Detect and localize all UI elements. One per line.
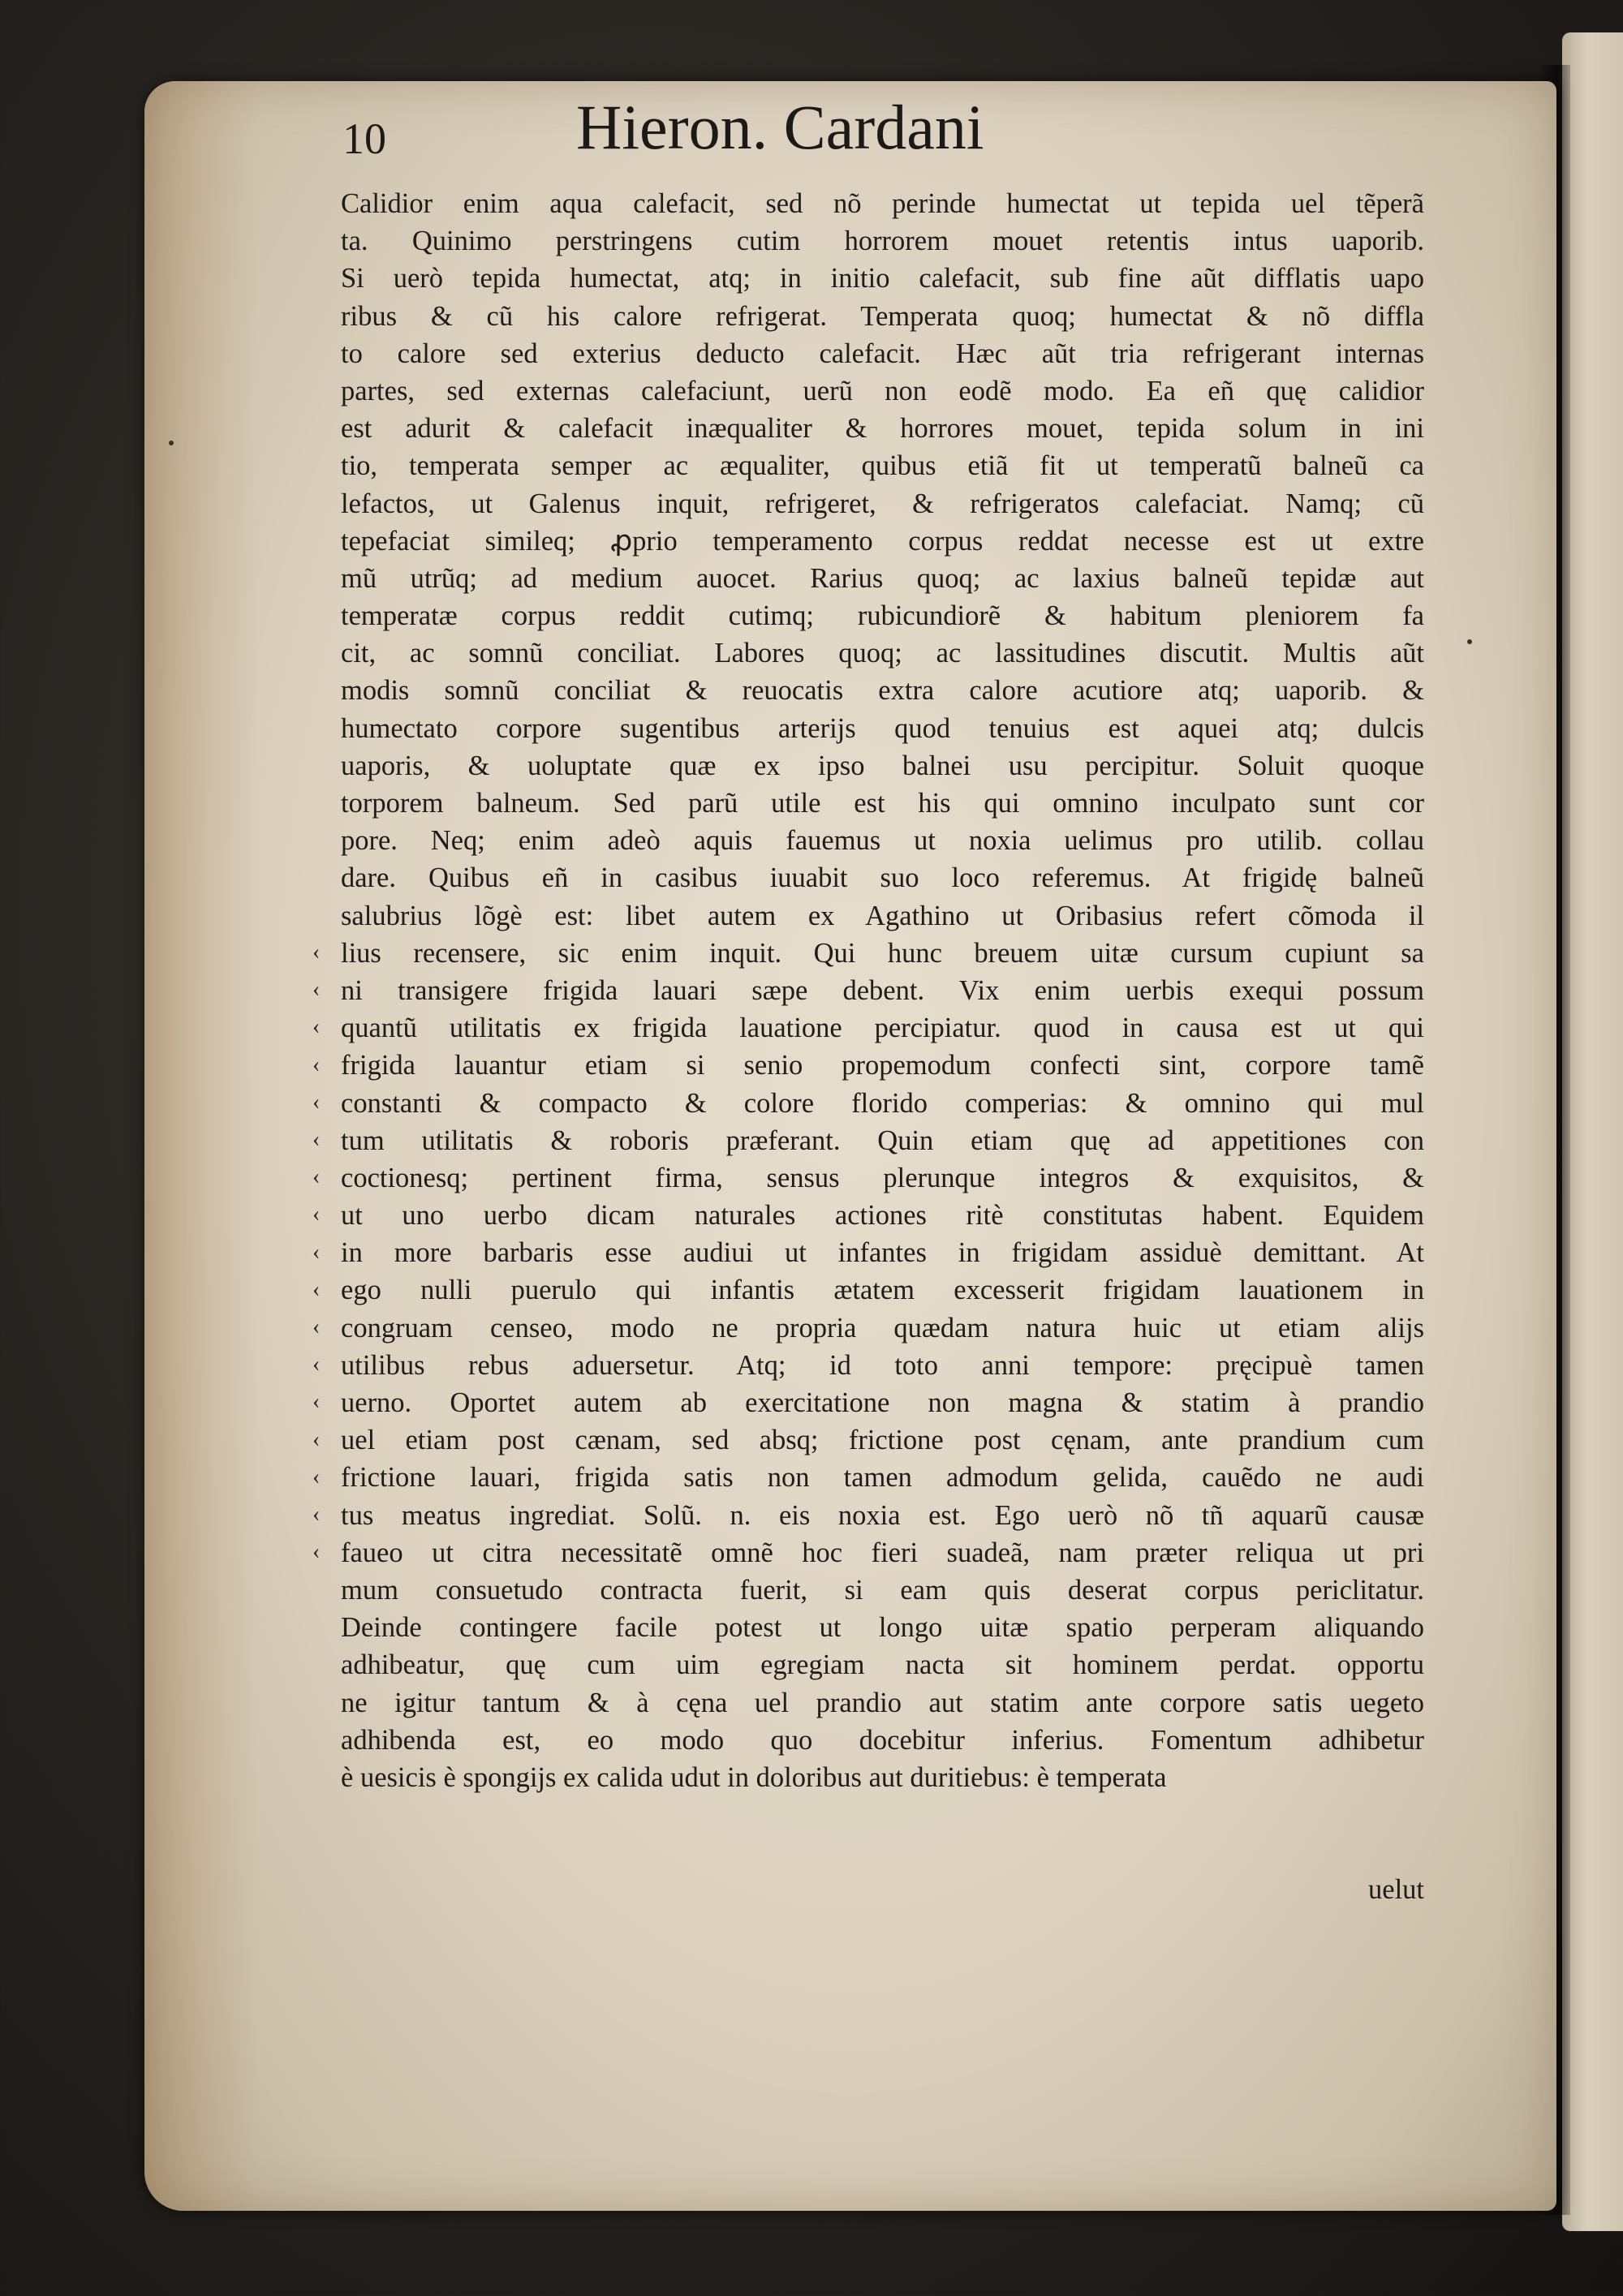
quotation-mark: ‹ [312,1014,321,1040]
text-line: in more barbaris esse audiui ut infantes in frigidam assiduè demittant. At [341,1237,1424,1269]
text-line: ta. Quinimo perstringens cutim horrorem mouet retentis intus uaporib. [341,226,1424,257]
quotation-mark: ‹ [312,1314,321,1339]
text-line: salubrius lõgè est: libet autem ex Agathino ut Oribasius refert cõmoda il [341,900,1424,931]
text-line: è uesicis è spongijs ex calida udut in doloribus aut duritiebus: è temperata [341,1761,1167,1793]
quotation-mark: ‹ [312,1051,321,1077]
text-line: lefactos, ut Galenus inquit, refrigeret, & refrigeratos calefaciat. Namq; cũ [341,488,1424,519]
text-line: frictione lauari, frigida satis non tamen admodum gelida, cauẽdo ne audi [341,1462,1424,1494]
text-line: Deinde contingere facile potest ut longo uitæ spatio perperam aliquando [341,1612,1424,1644]
text-line: coctionesq; pertinent firma, sensus plerunque integros & exquisitos, & [341,1162,1424,1193]
text-line: faueo ut citra necessitatẽ omnẽ hoc fieri suadeã, nam præter reliqua ut pri [341,1537,1424,1568]
page-speck [169,441,174,445]
text-line: Calidior enim aqua calefacit, sed nõ perinde humectat ut tepida uel tẽperã [341,188,1424,219]
text-line: adhibeatur, quę cum uim egregiam nacta sit hominem perdat. opportu [341,1649,1424,1681]
text-line: uel etiam post cænam, sed absq; frictione post cęnam, ante prandium cum [341,1425,1424,1456]
quotation-mark: ‹ [312,977,321,1003]
text-line: ut uno uerbo dicam naturales actiones ritè constitutas habent. Equidem [341,1200,1424,1232]
text-line: ego nulli puerulo qui infantis ætatem excesserit frigidam lauationem in [341,1275,1424,1306]
catchword: uelut [1368,1874,1424,1905]
text-line: ribus & cũ his calore refrigerat. Temperata quoq; humectat & nõ diffla [341,300,1424,332]
text-line: Si uerò tepida humectat, atq; in initio calefacit, sub fine aũt difflatis uapo [341,263,1424,295]
text-line: pore. Neq; enim adeò aquis fauemus ut noxia uelimus pro utilib. collau [341,825,1424,857]
quotation-mark: ‹ [312,939,321,965]
text-line: frigida lauantur etiam si senio propemodum confecti sint, corpore tamẽ [341,1050,1424,1081]
quotation-mark: ‹ [312,1539,321,1565]
quotation-mark: ‹ [312,1426,321,1452]
text-line: ni transigere frigida lauari sæpe debent. Vix enim uerbis exequi possum [341,974,1424,1006]
text-line: utilibus rebus aduersetur. Atq; id toto anni tempore: pręcipuè tamen [341,1349,1424,1381]
text-line: cit, ac somnũ conciliat. Labores quoq; ac lassitudines discutit. Multis aũt [341,638,1424,669]
body-text [341,185,1424,1796]
text-line: tio, temperata semper ac æqualiter, quibus etiã fit ut temperatũ balneũ ca [341,450,1424,482]
text-line: dare. Quibus eñ in casibus iuuabit suo loco referemus. At frigidę balneũ [341,862,1424,894]
text-line: partes, sed externas calefaciunt, uerũ non eodẽ modo. Ea eñ quę calidior [341,375,1424,406]
text-line: tepefaciat simileq; ꝓprio temperamento corpus reddat necesse est ut extre [341,525,1424,557]
quotation-mark: ‹ [312,1502,321,1527]
text-line: uerno. Oportet autem ab exercitatione non magna & statim à prandio [341,1387,1424,1418]
text-line: quantũ utilitatis ex frigida lauatione percipiatur. quod in causa est ut qui [341,1013,1424,1044]
quotation-mark: ‹ [312,1202,321,1228]
text-line: modis somnũ conciliat & reuocatis extra calore acutiore atq; uaporib. & [341,675,1424,707]
quotation-mark: ‹ [312,1164,321,1190]
text-line: est adurit & calefacit inæqualiter & horrores mouet, tepida solum in ini [341,413,1424,445]
text-line: tum utilitatis & roboris præferant. Quin etiam quę ad appetitiones con [341,1124,1424,1156]
text-line: tus meatus ingrediat. Solũ. n. eis noxia est. Ego uerò nõ tñ aquarũ causæ [341,1499,1424,1531]
quotation-mark: ‹ [312,1389,321,1415]
quotation-mark: ‹ [312,1127,321,1152]
text-line: ne igitur tantum & à cęna uel prandio aut statim ante corpore satis uegeto [341,1687,1424,1718]
quotation-mark: ‹ [312,1352,321,1378]
text-line: mũ utrũq; ad medium auocet. Rarius quoq; ac laxius balneũ tepidæ aut [341,562,1424,594]
text-line: temperatæ corpus reddit cutimq; rubicundiorẽ & habitum pleniorem fa [341,600,1424,632]
text-line: to calore sed exterius deducto calefacit. Hæc aũt tria refrigerant internas [341,338,1424,369]
facing-page-edge [1562,32,1623,2231]
text-line: lius recensere, sic enim inquit. Qui hunc breuem uitæ cursum cupiunt sa [341,937,1424,969]
page-number: 10 [342,114,386,163]
page-speck [1467,639,1472,644]
quotation-mark: ‹ [312,1239,321,1265]
text-line: constanti & compacto & colore florido comperias: & omnino qui mul [341,1087,1424,1119]
text-line: uaporis, & uoluptate quæ ex ipso balnei usu percipitur. Soluit quoque [341,750,1424,781]
text-line: congruam censeo, modo ne propria quædam natura huic ut etiam alijs [341,1312,1424,1344]
quotation-mark: ‹ [312,1276,321,1302]
text-line: adhibenda est, eo modo quo docebitur inferius. Fomentum adhibetur [341,1724,1424,1756]
quotation-mark: ‹ [312,1464,321,1490]
text-line: mum consuetudo contracta fuerit, si eam quis deserat corpus periclitatur. [341,1574,1424,1606]
text-line: torporem balneum. Sed parũ utile est his qui omnino inculpato sunt cor [341,788,1424,819]
running-head: Hieron. Cardani [576,92,984,162]
quotation-mark: ‹ [312,1089,321,1115]
text-line: humectato corpore sugentibus arterijs quod tenuius est aquei atq; dulcis [341,712,1424,744]
page-stain [144,81,258,2211]
